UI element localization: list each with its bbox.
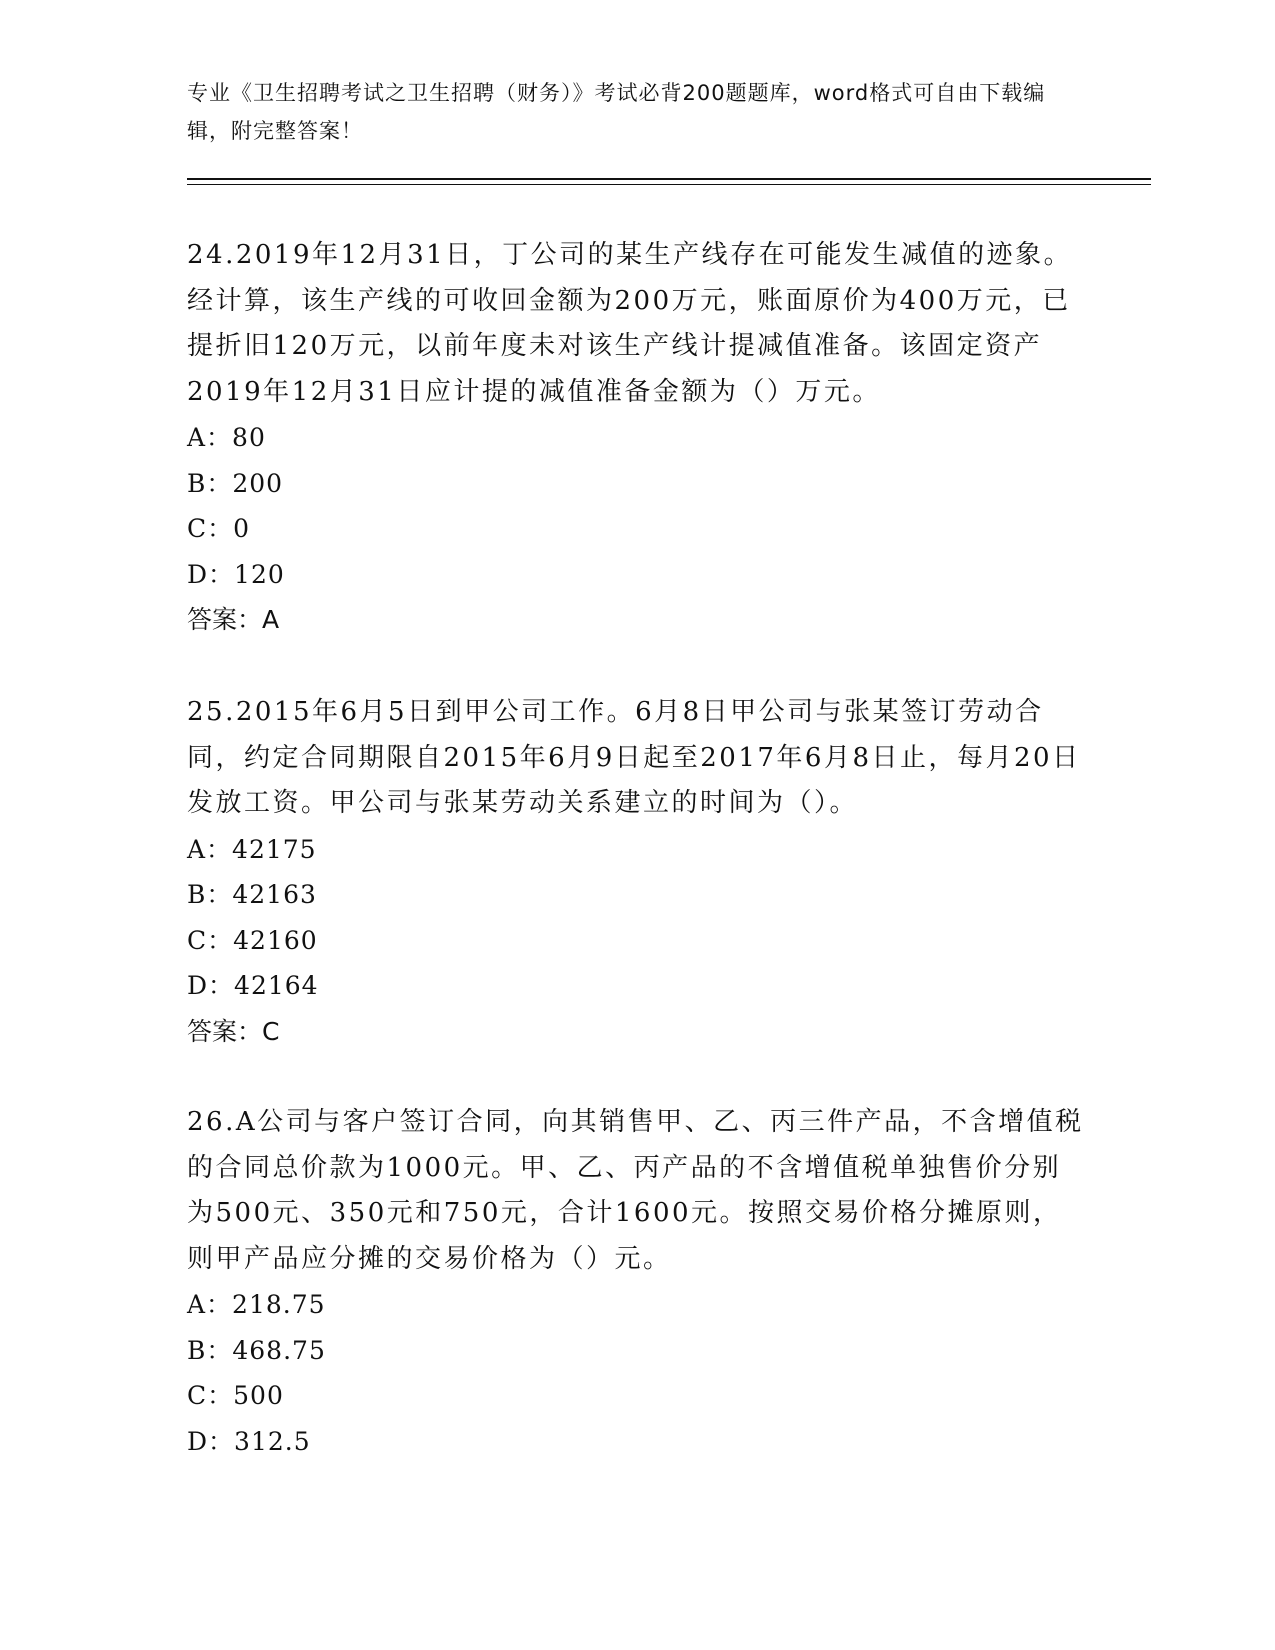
option-d: D：120: [187, 559, 285, 589]
question-stem: 26.A公司与客户签订合同，向其销售甲、乙、丙三件产品，不含增值税的合同总价款为1000元。甲、乙、丙产品的不含增值税单独售价分别为500元、350元和750元，合计1600元。按照交易价格分摊原则，则甲产品应分摊的交易价格为（）元。: [187, 1107, 1084, 1274]
document-header: [187, 74, 1067, 150]
question-24: [187, 233, 1087, 643]
option-d: D：312.5: [187, 1426, 311, 1456]
header-divider-thick: [187, 178, 1151, 180]
option-a: A：42175: [187, 834, 317, 864]
option-c: C：0: [187, 514, 251, 543]
option-a: A：80: [187, 423, 266, 452]
header-divider-thin: [187, 184, 1151, 185]
option-a: A：218.75: [187, 1290, 326, 1319]
answer-line: 答案：C: [187, 1016, 280, 1046]
option-c: C：500: [187, 1381, 284, 1410]
option-d: D：42164: [187, 971, 319, 1000]
header-intro-text: 专业《卫生招聘考试之卫生招聘（财务）》考试必背200题题库，word格式可自由下载编辑，附完整答案！: [187, 81, 1046, 143]
option-b: B：468.75: [187, 1335, 326, 1365]
question-26: [187, 1100, 1087, 1464]
option-c: C：42160: [187, 925, 318, 955]
answer-line: 答案：A: [187, 605, 280, 634]
question-stem: 25.2015年6月5日到甲公司工作。6月8日甲公司与张某签订劳动合同，约定合同期限自2015年6月9日起至2017年6月8日止，每月20日发放工资。甲公司与张某劳动关系建立的时间为（）。: [187, 697, 1081, 818]
option-b: B：42163: [187, 880, 317, 909]
question-stem: 24.2019年12月31日，丁公司的某生产线存在可能发生减值的迹象。经计算，该生产线的可收回金额为200万元，账面原价为400万元，已提折旧120万元，以前年度未对该生产线计提减值准备。该固定资产2019年12月31日应计提的减值准备金额为（）万元。: [187, 240, 1073, 407]
option-b: B：200: [187, 468, 284, 498]
question-25: [187, 690, 1087, 1054]
